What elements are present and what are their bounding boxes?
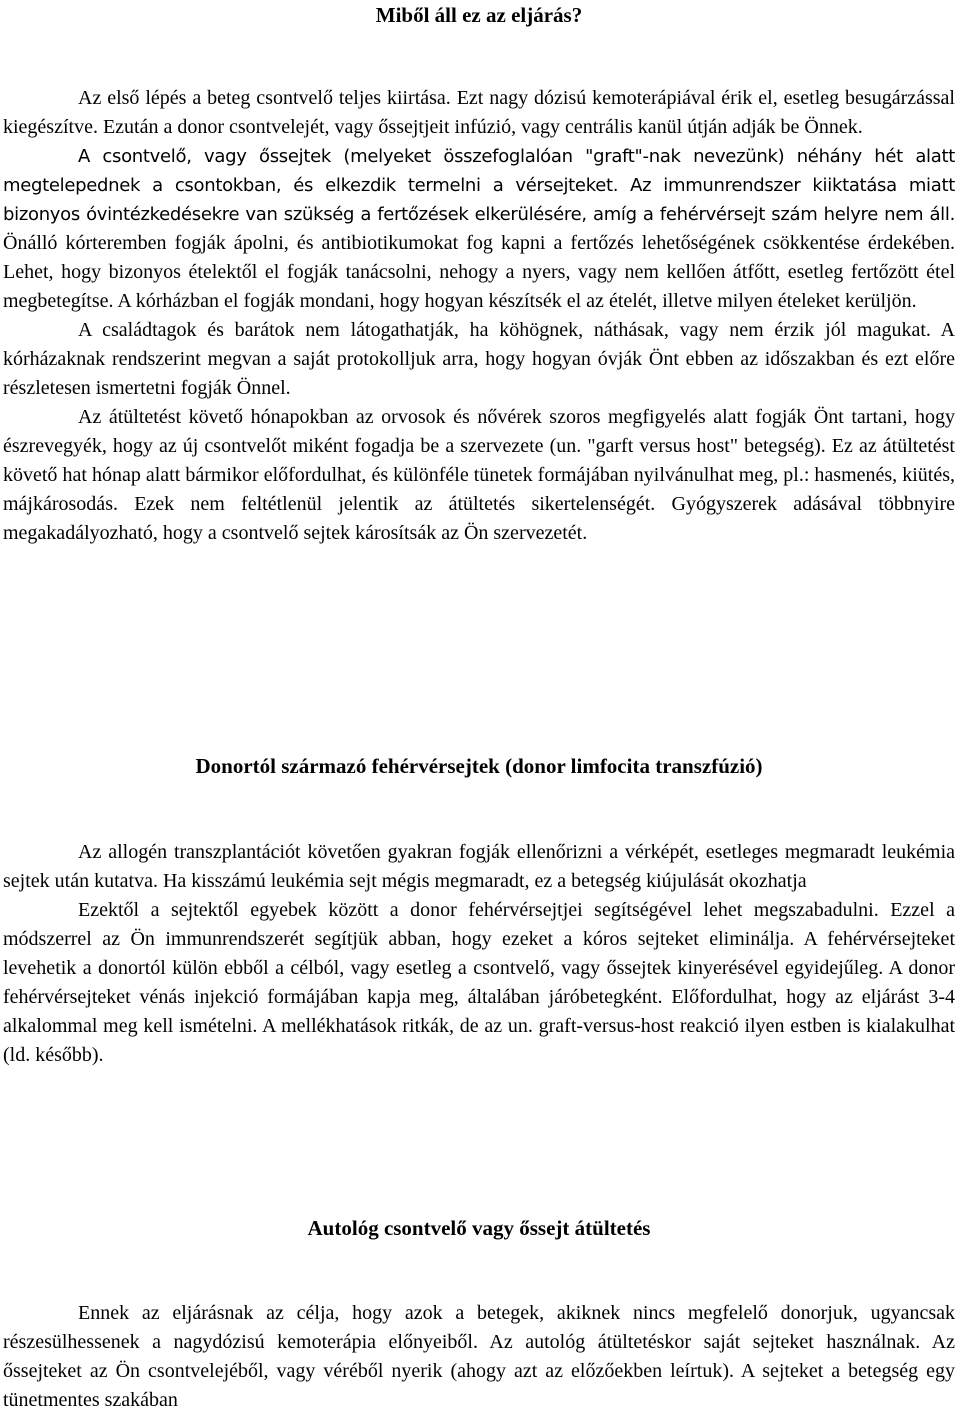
- paragraph-first-step: Az első lépés a beteg csontvelő teljes kiirtása. Ezt nagy dózisú kemoterápiával érik el, esetleg besugárzással kiegészítve. Ezután a donor csontvelejét, vagy őssejtjeit infúzió, vagy centrális kanül útján adják be Önnek.: [3, 87, 955, 138]
- section-title-donor-lymphocyte: Donortól származó fehérvérsejtek (donor limfocita transzfúzió): [195, 754, 763, 778]
- section-procedure-body: [3, 84, 955, 548]
- section-donor-lymphocyte-body: [3, 838, 955, 1070]
- sentence-isolation-room: Önálló kórteremben fogják ápolni, és antibiotikumokat fog kapni a fertőzés lehetőségének csökkentése érdekében. Lehet, hogy bizonyos ételektől el fogják tanácsolni, nehogy a nyers, vagy nem kellően átfőtt, esetleg fertőzött étel megbetegítse. A kórházban el fogják mondani, hogy hogyan készítsék el az ételét, illetve milyen ételeket kerüljön.: [3, 232, 955, 312]
- paragraph-autologous-purpose: Ennek az eljárásnak az célja, hogy azok a betegek, akiknek nincs megfelelő donorjuk, ugyancsak részesülhessenek a nagydózisú kemoterápia előnyeiből. Az autológ átültetéskor saját sejteket használnak. Az őssejteket az Ön csontvelejéből, vagy véréből nyerik (ahogy azt az előzőekben leírtuk). A sejteket a betegség egy tünetmentes szakában: [3, 1302, 955, 1411]
- section-title-autologous: Autológ csontvelő vagy őssejt átültetés: [307, 1216, 651, 1240]
- paragraph-bloodcount-check: Az allogén transzplantációt követően gyakran fogják ellenőrizni a vérképét, esetleges megmaradt leukémia sejtek után kutatva. Ha kisszámú leukémia sejt mégis megmaradt, ez a betegség kiújulását okozhatja: [3, 841, 955, 892]
- sentence-graft-engraftment: A csontvelő, vagy őssejtek (melyeket összefoglalóan "graft"-nak nevezünk) néhány hét alatt megtelepednek a csontokban, és elkezdik termelni a vérsejteket.: [3, 146, 955, 196]
- paragraph-donor-wbc: Ezektől a sejtektől egyebek között a donor fehérvérsejtjei segítségével lehet megszabadulni. Ezzel a módszerrel az Ön immunrendszerét segítjük abban, hogy ezeket a kóros sejteket eliminálja. A fehérvérsejteket levehetik a donortól külön ebből a célból, vagy esetleg a csontvelő, vagy őssejtek kinyerésével egyidejűleg. A donor fehérvérsejteket vénás injekció formájában kapja meg, általában járóbetegként. Előfordulhat, hogy az eljárást 3-4 alkalommal meg kell ismételni. A mellékhatások ritkák, de az un. graft-versus-host reakció ilyen estben is kialakulhat (ld. később).: [3, 899, 955, 1066]
- section-autologous-body: [3, 1299, 955, 1415]
- paragraph-visitors: A családtagok és barátok nem látogathatják, ha köhögnek, náthásak, vagy nem érzik jól magukat. A kórházaknak rendszerint megvan a saját protokolljuk arra, hogy hogyan óvják Önt ebben az időszakban és ezt előre részletesen ismertetni fogják Önnel.: [3, 319, 955, 399]
- paragraph-graft-and-precautions: [3, 142, 955, 316]
- section-procedure-flow: [3, 84, 955, 548]
- paragraph-gvhd-monitoring: Az átültetést követő hónapokban az orvosok és nővérek szoros megfigyelés alatt fogják Önt tartani, hogy észrevegyék, hogy az új csontvelőt miként fogadja be a szervezete (un. "garft versus host" betegség). Ez az átültetést követő hat hónap alatt bármikor előfordulhat, és különféle tünetek formájában nyilvánulhat meg, pl.: hasmenés, kiütés, májkárosodás. Ezek nem feltétlenül jelentik az átültetés sikertelenségét. Gyógyszerek adásával többnyire megakadályozható, hogy a csontvelő sejtek károsítsák az Ön szervezetét.: [3, 406, 955, 544]
- section-title-procedure: Miből áll ez az eljárás?: [375, 3, 583, 27]
- sentence-immune-precautions: Az immunrendszer kiiktatása miatt bizonyos óvintézkedésekre van szükség a fertőzések elkerülésére, amíg a fehérvérsejt szám helyre nem áll.: [3, 175, 956, 225]
